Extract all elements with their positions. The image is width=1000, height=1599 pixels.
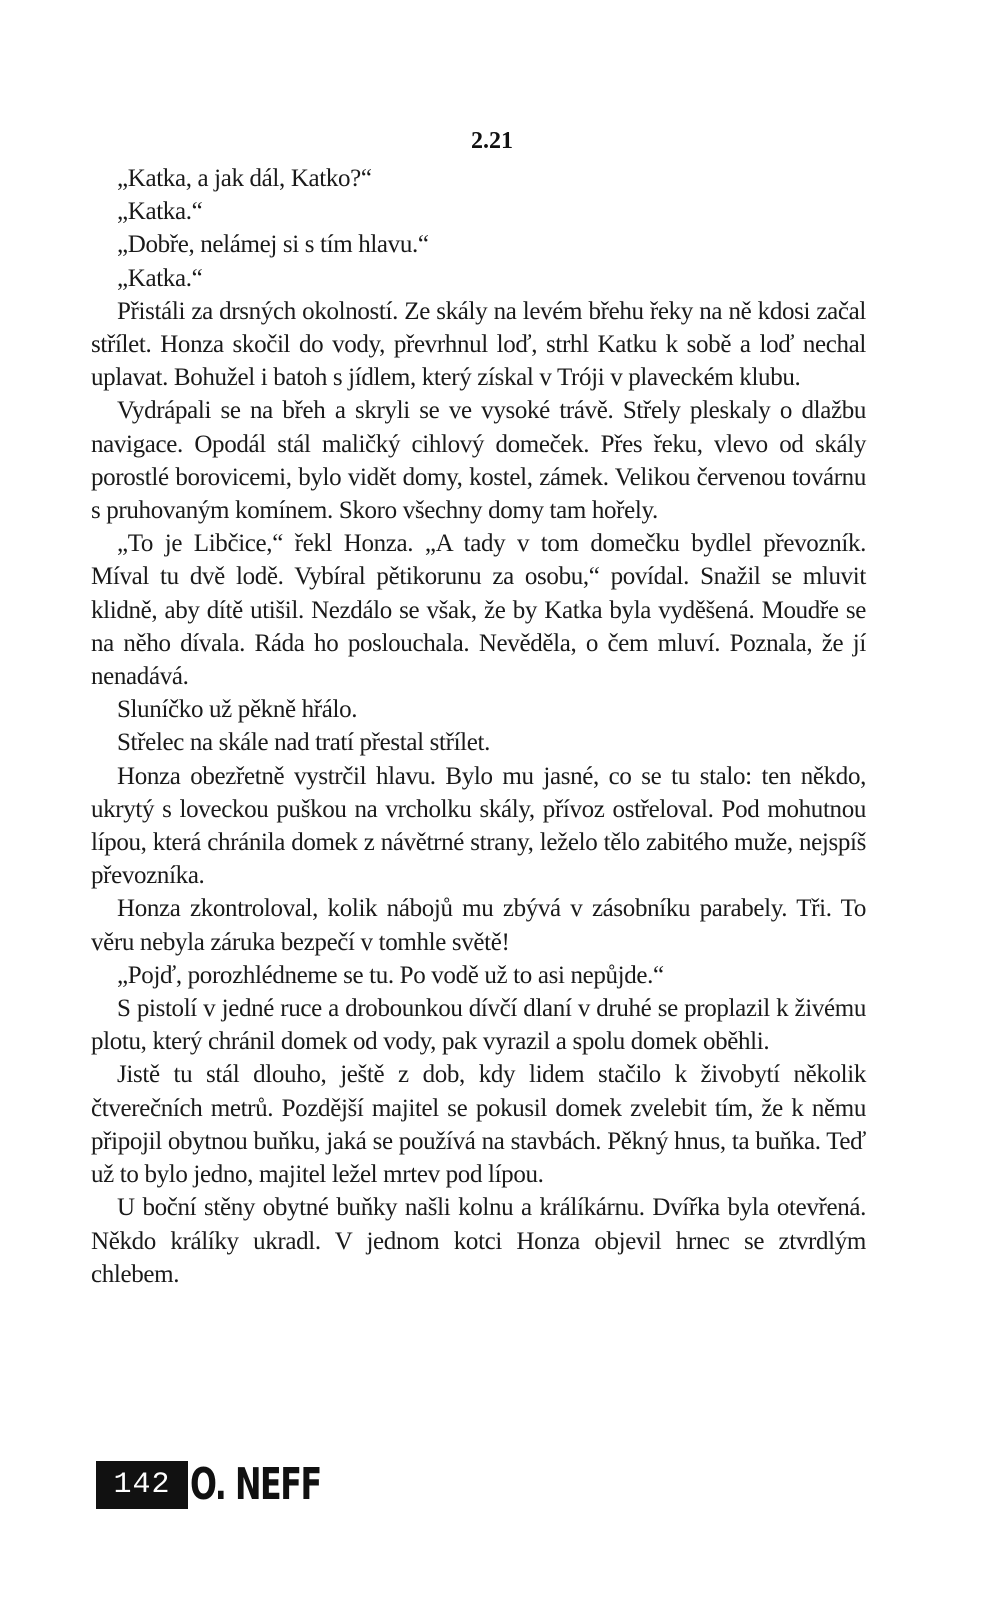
- paragraph: Střelec na skále nad tratí přestal střílet.: [117, 729, 490, 757]
- paragraph: Jistě tu stál dlouho, ještě z dob, kdy lidem stačilo k živobytí několik čtverečních metrů. Pozdější majitel se pokusil domek zvelebit tím, že k němu připojil obytnou buňku, jaká se používá na stavbách. Pěkný hnus, ta buňka. Teď už to bylo jedno, majitel ležel mrtev pod lípou.: [91, 1061, 866, 1189]
- page-number: 142: [96, 1461, 188, 1509]
- paragraph: Přistáli za drsných okolností. Ze skály na levém břehu řeky na ně kdosi začal střílet. Honza skočil do vody, převrhnul loď, strhl Katku k sobě a loď nechal uplavat. Bohužel i batoh s jídlem, který získal v Tróji v plaveckém klubu.: [91, 297, 866, 392]
- paragraph: S pistolí v jedné ruce a drobounkou dívčí dlaní v druhé se proplazil k živému plotu, který chránil domek od vody, pak vyrazil a spolu domek oběhli.: [91, 995, 866, 1056]
- paragraph: „Katka.“: [117, 264, 203, 292]
- paragraph: „Katka, a jak dál, Katko?“: [117, 165, 372, 192]
- page-footer: [96, 1461, 371, 1509]
- body-text: [91, 162, 866, 1291]
- author-name: O. NEFF: [190, 1459, 321, 1510]
- paragraph: Honza zkontroloval, kolik nábojů mu zbývá v zásobníku parabely. Tři. To věru nebyla záruka bezpečí v tomhle světě!: [91, 895, 866, 956]
- paragraph: Honza obezřetně vystrčil hlavu. Bylo mu jasné, co se tu stalo: ten někdo, ukrytý s loveckou puškou na vrcholku skály, přívoz ostřeloval. Pod mohutnou lípou, která chránila domek z návětrné strany, leželo tělo zabitého muže, nejspíš převozníka.: [91, 762, 866, 890]
- paragraph: U boční stěny obytné buňky našli kolnu a králíkárnu. Dvířka byla otevřená. Někdo králíky ukradl. V jednom kotci Honza objevil hrnec se ztvrdlým chlebem.: [91, 1194, 866, 1288]
- paragraph: „Katka.“: [117, 198, 203, 226]
- paragraph: Vydrápali se na břeh a skryli se ve vysoké trávě. Střely pleskaly o dlažbu navigace. Opodál stál maličký cihlový domeček. Přes řeku, vlevo od skály porostlé borovicemi, bylo vidět domy, kostel, zámek. Velikou červenou továrnu s pruhovaným komínem. Skoro všechny domy tam hořely.: [91, 397, 866, 525]
- paragraph: „Dobře, nelámej si s tím hlavu.“: [117, 231, 429, 259]
- paragraph: Sluníčko už pěkně hřálo.: [117, 696, 358, 724]
- paragraph: „Pojď, porozhlédneme se tu. Po vodě už to asi nepůjde.“: [117, 961, 664, 989]
- chapter-heading: 2.21: [471, 128, 513, 154]
- paragraph: „To je Libčice,“ řekl Honza. „A tady v tom domečku bydlel převozník. Míval tu dvě lodě. Vybíral pětikorunu za osobu,“ povídal. Snažil se mluvit klidně, aby dítě utišil. Nezdálo se však, že by Katka byla vyděšená. Moudře se na něho dívala. Ráda ho poslouchala. Nevěděla, o čem mluví. Poznala, že jí nenadává.: [91, 530, 866, 691]
